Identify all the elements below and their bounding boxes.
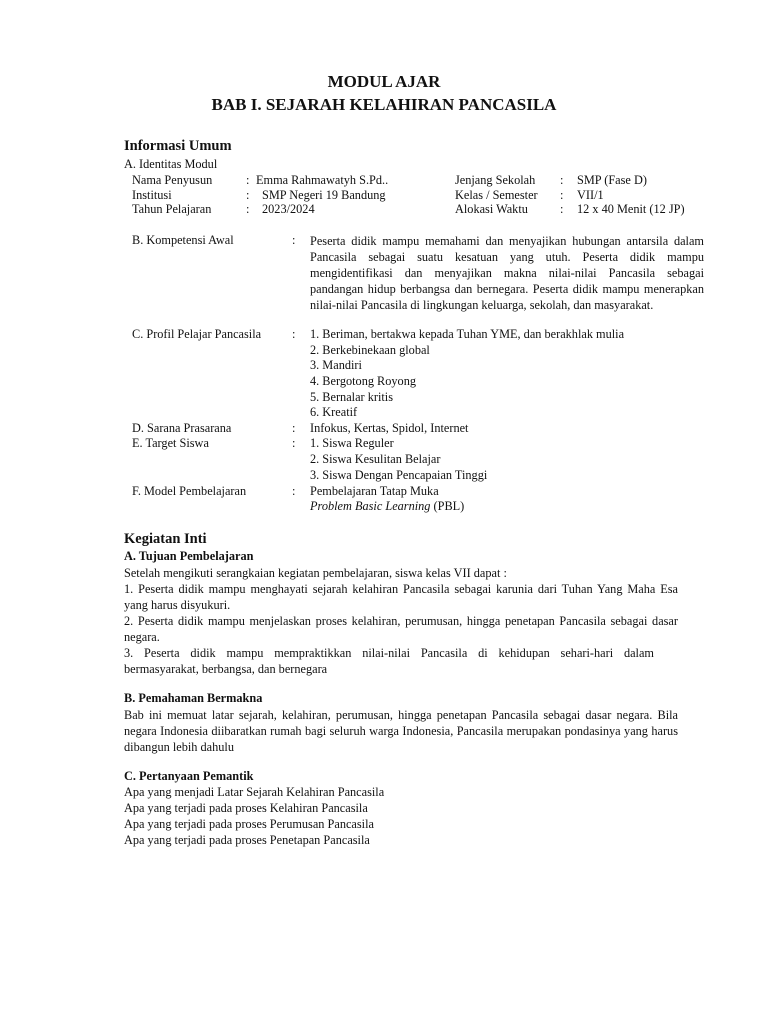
list-item: Apa yang terjadi pada proses Penetapan Pancasila — [124, 833, 370, 847]
identitas-value: 2023/2024 — [262, 202, 315, 216]
tujuan-intro: Setelah mengikuti serangkaian kegiatan pembelajaran, siswa kelas VII dapat : — [124, 566, 507, 580]
identitas-value: SMP (Fase D) — [577, 173, 647, 187]
identitas-sep: : — [560, 202, 564, 216]
list-item: 2. Siswa Kesulitan Belajar — [310, 452, 441, 466]
section-heading-informasi-umum: Informasi Umum — [124, 138, 232, 154]
sarana-sep: : — [292, 421, 296, 435]
kompetensi-awal-sep: : — [292, 233, 296, 247]
identitas-key: Jenjang Sekolah — [455, 173, 536, 187]
sarana-label: D. Sarana Prasarana — [132, 421, 232, 435]
identitas-sep: : — [246, 202, 250, 216]
identitas-value: VII/1 — [577, 188, 604, 202]
identitas-key: Nama Penyusun — [132, 173, 213, 187]
model-pembelajaran-sep: : — [292, 484, 296, 498]
model-pembelajaran-italic: Problem Basic Learning — [310, 499, 431, 513]
list-item: Apa yang terjadi pada proses Perumusan Pancasila — [124, 817, 374, 831]
identitas-key: Institusi — [132, 188, 172, 202]
kompetensi-awal-label: B. Kompetensi Awal — [132, 233, 234, 247]
identitas-value: Emma Rahmawatyh S.Pd.. — [256, 173, 389, 187]
identitas-sep: : — [560, 188, 564, 202]
tujuan-item: 2. Peserta didik mampu menjelaskan proses kelahiran, perumusan, hingga penetapan Pancasila sebagai dasar negara. — [124, 614, 678, 644]
identitas-sep: : — [246, 173, 250, 187]
pemahaman-bermakna-text: Bab ini memuat latar sejarah, kelahiran, perumusan, hingga penetapan Pancasila sebagai dasar negara. Bila negara Indonesia diibaratkan rumah bagi seluruh warga Indonesia, Pancasila merupakan pondasinya yang harus dibangun lebih dahulu — [124, 708, 678, 754]
document-title: MODUL AJAR — [327, 72, 441, 91]
list-item: 2. Berkebinekaan global — [310, 343, 430, 357]
section-heading-kegiatan-inti: Kegiatan Inti — [124, 531, 207, 547]
identitas-sep: : — [560, 173, 564, 187]
tujuan-item: 1. Peserta didik mampu menghayati sejarah kelahiran Pancasila sebagai karunia dari Tuhan Yang Maha Esa yang harus disyukuri. — [124, 582, 678, 612]
identitas-value: SMP Negeri 19 Bandung — [262, 188, 386, 202]
model-pembelajaran-value-2 — [310, 499, 464, 514]
identitas-key: Alokasi Waktu — [455, 202, 528, 216]
chapter-title: BAB I. SEJARAH KELAHIRAN PANCASILA — [211, 95, 557, 114]
list-item: Apa yang menjadi Latar Sejarah Kelahiran Pancasila — [124, 785, 385, 799]
list-item: 6. Kreatif — [310, 405, 358, 419]
tujuan-pembelajaran-heading: A. Tujuan Pembelajaran — [124, 549, 254, 563]
profil-pelajar-sep: : — [292, 327, 296, 341]
sarana-value: Infokus, Kertas, Spidol, Internet — [310, 421, 469, 435]
model-pembelajaran-value: Pembelajaran Tatap Muka — [310, 484, 439, 498]
target-siswa-label: E. Target Siswa — [132, 436, 209, 450]
list-item: 5. Bernalar kritis — [310, 390, 393, 404]
tujuan-item: 3. Peserta didik mampu mempraktikkan nilai-nilai Pancasila di kehidupan sehari-hari dalam bermasyarakat, berbangsa, dan bernegara — [124, 646, 654, 676]
kompetensi-awal-text: Peserta didik mampu memahami dan menyajikan hubungan antarsila dalam Pancasila sebagai suatu kesatuan yang utuh. Peserta didik mampu mengidentifikasi dan menyajikan makna nilai-nilai Pancasila sebagai pandangan hidup berbangsa dan bernegara. Peserta didik mampu menerapkan nilai-nilai Pancasila di lingkungan keluarga, sekolah, dan masyarakat. — [310, 234, 704, 312]
model-pembelajaran-label: F. Model Pembelajaran — [132, 484, 247, 498]
identitas-key: Kelas / Semester — [455, 188, 538, 202]
list-item: 3. Siswa Dengan Pencapaian Tinggi — [310, 468, 488, 482]
list-item: 3. Mandiri — [310, 358, 362, 372]
target-siswa-sep: : — [292, 436, 296, 450]
list-item: 4. Bergotong Royong — [310, 374, 417, 388]
list-item: 1. Siswa Reguler — [310, 436, 394, 450]
list-item: Apa yang terjadi pada proses Kelahiran Pancasila — [124, 801, 368, 815]
pertanyaan-pemantik-heading: C. Pertanyaan Pemantik — [124, 769, 254, 783]
pemahaman-bermakna-heading: B. Pemahaman Bermakna — [124, 691, 263, 705]
identitas-key: Tahun Pelajaran — [132, 202, 212, 216]
list-item: 1. Beriman, bertakwa kepada Tuhan YME, dan berakhlak mulia — [310, 327, 625, 341]
identitas-value: 12 x 40 Menit (12 JP) — [577, 202, 685, 216]
profil-pelajar-label: C. Profil Pelajar Pancasila — [132, 327, 262, 341]
identitas-modul-label: A. Identitas Modul — [124, 157, 218, 171]
identitas-sep: : — [246, 188, 250, 202]
model-pembelajaran-abbr: (PBL) — [430, 499, 465, 513]
